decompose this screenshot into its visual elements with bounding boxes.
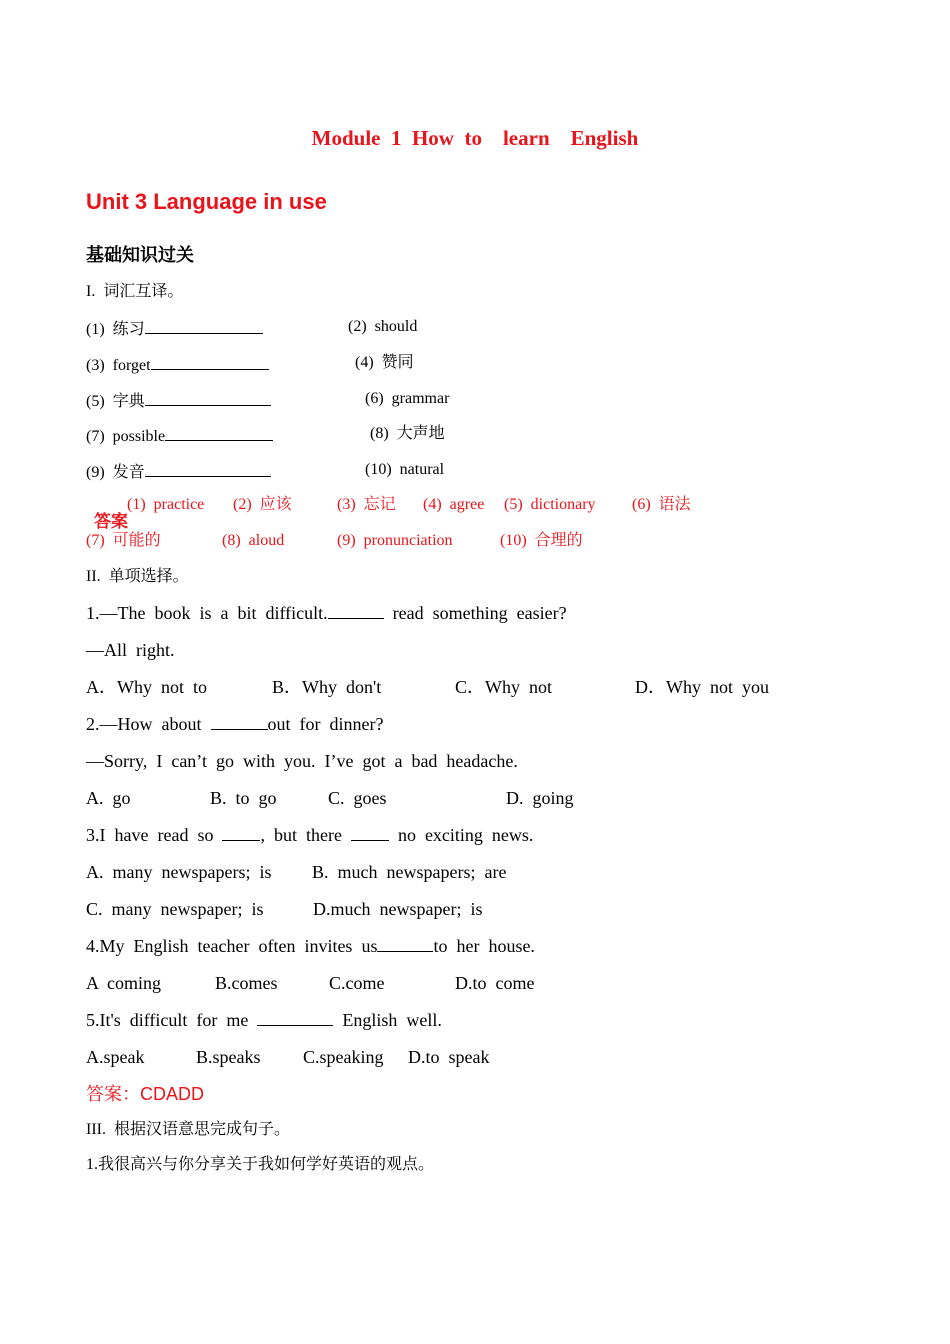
question-1-reply: —All right. [86, 640, 175, 660]
question-4-stem [86, 937, 535, 955]
option: C．Why not [455, 677, 552, 697]
stem-text: 2.—How about [86, 714, 211, 734]
stem-text: English well. [333, 1010, 442, 1030]
option: B. to go [210, 788, 277, 808]
stem-text: 5.It's difficult for me [86, 1010, 258, 1030]
vocab-item-text: (7) possible [86, 428, 166, 445]
answer-blank [151, 355, 269, 370]
answer-blank [351, 826, 389, 841]
option: A.speak [86, 1047, 145, 1067]
answer-blank [222, 826, 260, 841]
question-3-stem [86, 826, 533, 844]
stem-text: , but there [260, 825, 351, 845]
section-heading: 基础知识过关 [86, 245, 194, 265]
module-title: Module 1 How to learn English [311, 126, 639, 150]
vocab-item-text: (3) forget [86, 357, 151, 374]
part3-heading: III. 根据汉语意思完成句子。 [86, 1121, 290, 1138]
question-2-reply: —Sorry, I can’t go with you. I’ve got a bad headache. [86, 751, 518, 771]
answer-item: (4) agree [423, 496, 485, 513]
option: C.come [329, 973, 385, 993]
answer-item: (1) practice [127, 496, 205, 513]
vocab-item-5 [86, 391, 271, 410]
answer-blank [377, 937, 433, 952]
stem-text: 3.I have read so [86, 825, 223, 845]
option: B.speaks [196, 1047, 261, 1067]
answer-item: (6) 语法 [632, 496, 691, 513]
answer-label: 答案 [94, 512, 128, 531]
vocab-item-8: (8) 大声地 [370, 425, 445, 442]
answer-blank [328, 604, 384, 619]
option: B．Why don't [272, 677, 382, 697]
option: D. going [506, 788, 574, 808]
vocab-item-7 [86, 426, 273, 445]
question-1-stem [86, 604, 567, 622]
question-5-stem [86, 1011, 442, 1029]
part2-answer: 答案：CDADD [86, 1084, 205, 1104]
part1-heading: I. 词汇互译。 [86, 283, 184, 300]
answer-blank [211, 715, 268, 730]
vocab-item-text: (5) 字典 [86, 393, 145, 410]
stem-text: to her house. [433, 936, 535, 956]
option: C.speaking [303, 1047, 384, 1067]
option: A. many newspapers; is [86, 862, 272, 882]
option: A coming [86, 973, 161, 993]
answer-item: (7) 可能的 [86, 532, 161, 549]
stem-text: 1.—The book is a bit difficult. [86, 603, 328, 623]
option: B. much newspapers; are [312, 862, 507, 882]
option: D.to speak [408, 1047, 490, 1067]
option: C. many newspaper; is [86, 899, 264, 919]
option: C. goes [328, 788, 387, 808]
answer-item: (9) pronunciation [337, 532, 453, 549]
question-2-stem [86, 715, 383, 733]
vocab-item-10: (10) natural [365, 461, 445, 478]
part1-answer-row-1 [86, 497, 128, 531]
stem-text: 4.My English teacher often invites us [86, 936, 378, 956]
answer-blank [145, 391, 271, 406]
vocab-item-text: (1) 练习 [86, 321, 145, 338]
vocab-item-6: (6) grammar [365, 390, 450, 407]
unit-title: Unit 3 Language in use [86, 189, 327, 214]
vocab-item-9 [86, 462, 271, 481]
option: A. go [86, 788, 131, 808]
part2-heading: II. 单项选择。 [86, 568, 189, 585]
option: A．Why not to [86, 677, 207, 697]
vocab-item-1 [86, 319, 263, 338]
option: D.to come [455, 973, 535, 993]
vocab-item-3 [86, 355, 269, 374]
option: B.comes [215, 973, 278, 993]
option: D.much newspaper; is [313, 899, 483, 919]
stem-text: read something easier? [383, 603, 567, 623]
answer-blank [145, 319, 263, 334]
answer-item: (5) dictionary [504, 496, 596, 513]
stem-text: no exciting news. [388, 825, 534, 845]
answer-blank [145, 462, 271, 477]
answer-item: (3) 忘记 [337, 496, 396, 513]
part3-question-1: 1.我很高兴与你分享关于我如何学好英语的观点。 [86, 1156, 435, 1173]
answer-blank [165, 426, 273, 441]
answer-item: (8) aloud [222, 532, 285, 549]
vocab-item-2: (2) should [348, 318, 418, 335]
answer-blank [257, 1011, 333, 1026]
option: D．Why not you [635, 677, 769, 697]
answer-item: (2) 应该 [233, 496, 292, 513]
answer-item: (10) 合理的 [500, 532, 583, 549]
vocab-item-4: (4) 赞同 [355, 354, 414, 371]
stem-text: out for dinner? [267, 714, 384, 734]
vocab-item-text: (9) 发音 [86, 464, 145, 481]
